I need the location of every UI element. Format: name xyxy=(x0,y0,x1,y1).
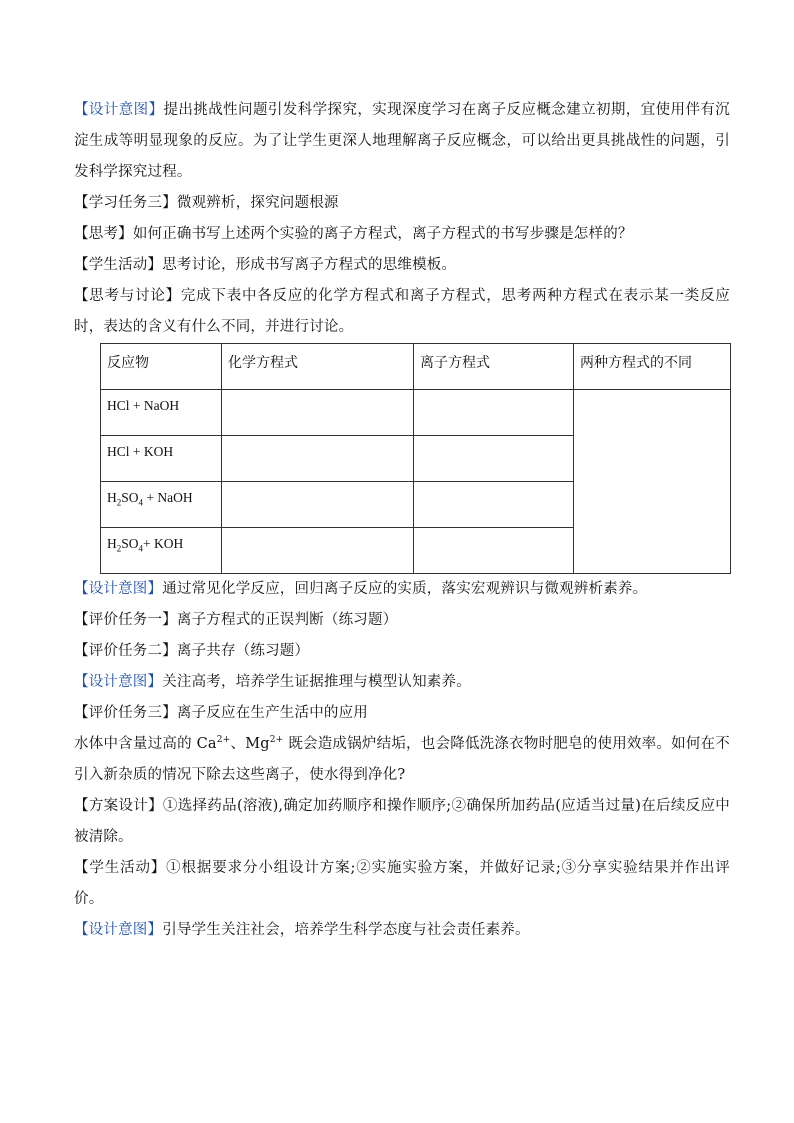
paragraph-text: ①选择药品(溶液),确定加药顺序和操作顺序;②确保所加药品(应适当过量)在后续反应中被清除。 xyxy=(74,798,730,845)
paragraph-student-activity-1 xyxy=(74,250,730,281)
formula-subscript: 2 xyxy=(116,497,122,508)
reactant-cell: HCl + KOH xyxy=(101,436,222,482)
formula-part: H xyxy=(107,490,117,505)
paragraph-plan-design xyxy=(74,791,730,853)
paragraph-text: 思考讨论，形成书写离子方程式的思维模板。 xyxy=(162,257,457,273)
paragraph-design-intent-4 xyxy=(74,915,730,946)
paragraph-text: 如何正确书写上述两个实验的离子方程式，离子方程式的书写步骤是怎样的？ xyxy=(132,226,633,242)
formula-part: SO xyxy=(121,490,139,505)
paragraph-text: 离子方程式的正误判断（练习题） xyxy=(176,612,398,628)
section-tag: 【评价任务二】 xyxy=(74,643,177,659)
formula-part: + KOH xyxy=(143,536,184,551)
table-header-cell: 两种方程式的不同 xyxy=(574,344,731,390)
section-tag: 【设计意图】 xyxy=(74,922,163,938)
reactant-cell: HCl + NaOH xyxy=(101,390,222,436)
reaction-table xyxy=(100,343,731,574)
section-tag: 【学生活动】 xyxy=(74,257,163,273)
section-tag: 【设计意图】 xyxy=(74,581,163,597)
paragraph-design-intent-3 xyxy=(74,667,730,698)
paragraph-text: 关注高考，培养学生证据推理与模型认知素养。 xyxy=(162,674,471,690)
table-header-cell: 化学方程式 xyxy=(222,344,414,390)
table-header-cell: 离子方程式 xyxy=(414,344,574,390)
paragraph-text: 离子共存（练习题） xyxy=(176,643,310,659)
paragraph-think-discuss xyxy=(74,281,730,343)
section-tag: 【思考】 xyxy=(74,226,133,242)
ionic-equation-cell[interactable] xyxy=(414,390,574,436)
section-tag: 【学习任务三】 xyxy=(74,195,177,211)
paragraph-eval-task-1 xyxy=(74,605,730,636)
paragraph-water-problem xyxy=(74,729,730,791)
paragraph-text: 提出挑战性问题引发科学探究，实现深度学习在离子反应概念建立初期，宜使用伴有沉淀生成等明显现象的反应。为了让学生更深人地理解离子反应概念，可以给出更具挑战性的问题，引发科学探究过程。 xyxy=(74,102,730,180)
formula-part: SO xyxy=(121,536,139,551)
table-header-cell: 反应物 xyxy=(101,344,222,390)
paragraph-text: 引导学生关注社会，培养学生科学态度与社会责任素养。 xyxy=(162,922,530,938)
section-tag: 【设计意图】 xyxy=(74,674,163,690)
section-tag: 【方案设计】 xyxy=(74,798,163,814)
paragraph-text: 水体中含量过高的 Ca xyxy=(74,736,217,752)
paragraph-text: 微观辨析，探究问题根源 xyxy=(176,195,339,211)
paragraph-text: 既会造成锅炉结垢，也会降低洗涤衣物时肥皂的使用效率。如何在不引入新杂质的情况下除去这些离子，使水得到净化? xyxy=(74,736,730,783)
ion-charge: 2+ xyxy=(269,735,284,746)
formula-part: H xyxy=(107,536,117,551)
formula-part: + NaOH xyxy=(143,490,193,505)
formula-subscript: 2 xyxy=(116,543,122,554)
paragraph-eval-task-3 xyxy=(74,698,730,729)
table-row xyxy=(101,390,731,436)
paragraph-think xyxy=(74,219,730,250)
paragraph-text: ①根据要求分小组设计方案;②实施实验方案，并做好记录;③分享实验结果并作出评价。 xyxy=(74,860,730,907)
section-tag: 【评价任务一】 xyxy=(74,612,177,628)
section-tag: 【设计意图】 xyxy=(74,102,164,118)
chemical-equation-cell[interactable] xyxy=(222,482,414,528)
reactant-cell xyxy=(101,528,222,574)
paragraph-text: 通过常见化学反应，回归离子反应的实质，落实宏观辨识与微观辨析素养。 xyxy=(162,581,648,597)
ionic-equation-cell[interactable] xyxy=(414,482,574,528)
paragraph-eval-task-2 xyxy=(74,636,730,667)
chemical-equation-cell[interactable] xyxy=(222,390,414,436)
paragraph-text: 完成下表中各反应的化学方程式和离子方程式，思考两种方程式在表示某一类反应时，表达的含义有什么不同，并进行讨论。 xyxy=(74,288,730,335)
formula-subscript: 4 xyxy=(138,543,144,554)
paragraph-text: 离子反应在生产生活中的应用 xyxy=(176,705,369,721)
table-header-row xyxy=(101,344,731,390)
section-tag: 【学生活动】 xyxy=(74,860,167,876)
section-tag: 【评价任务三】 xyxy=(74,705,177,721)
ionic-equation-cell[interactable] xyxy=(414,436,574,482)
ion-charge: 2+ xyxy=(216,735,231,746)
chemical-equation-cell[interactable] xyxy=(222,528,414,574)
difference-cell[interactable] xyxy=(574,390,731,574)
chemical-equation-cell[interactable] xyxy=(222,436,414,482)
formula-subscript: 4 xyxy=(138,497,144,508)
document-page xyxy=(74,95,730,946)
reactant-cell xyxy=(101,482,222,528)
paragraph-learning-task-3 xyxy=(74,188,730,219)
section-tag: 【思考与讨论】 xyxy=(74,288,181,304)
paragraph-design-intent-1 xyxy=(74,95,730,188)
paragraph-student-activity-2 xyxy=(74,853,730,915)
ionic-equation-cell[interactable] xyxy=(414,528,574,574)
paragraph-text: 、Mg xyxy=(230,736,270,752)
paragraph-design-intent-2 xyxy=(74,574,730,605)
